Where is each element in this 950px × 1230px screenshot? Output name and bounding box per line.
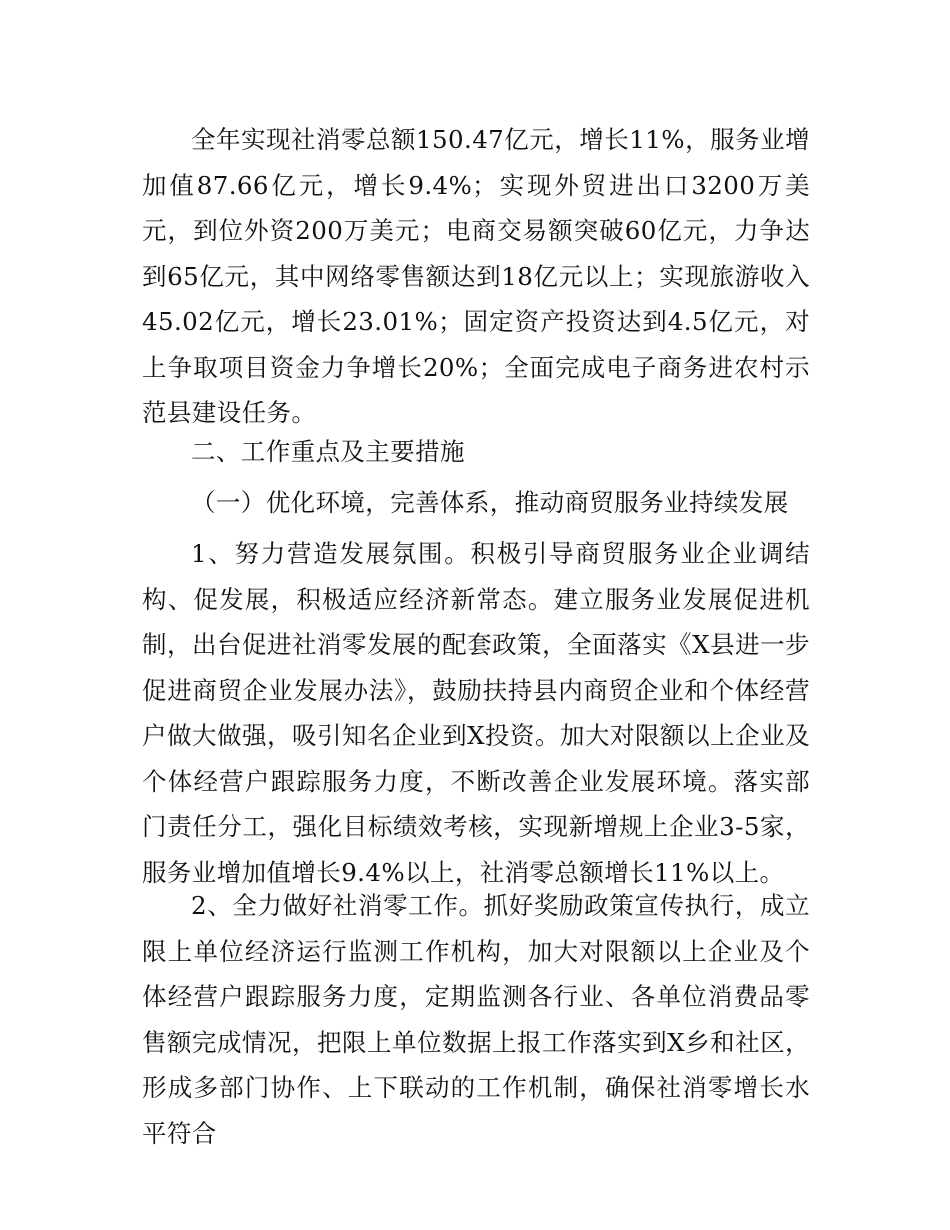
subsection-heading: （一）优化环境，完善体系，推动商贸服务业持续发展 [191, 488, 789, 517]
paragraph-intro: 全年实现社消零总额150.47亿元，增长11%，服务业增加值87.66亿元，增长9.4%；实现外贸进出口3200万美元，到位外资200万美元；电商交易额突破60亿元，力争达到65亿元，其中网络零售额达到18亿元以上；实现旅游收入45.02亿元，增长23.01%；固定资产投资达到4.5亿元，对上争取项目资金力争增长20%；全面完成电子商务进农村示范县建设任务。 [142, 125, 810, 427]
paragraph-item-1: 1、努力营造发展氛围。积极引导商贸服务业企业调结构、促发展，积极适应经济新常态。建立服务业发展促进机制，出台促进社消零发展的配套政策，全面落实《X县进一步促进商贸企业发展办法》，鼓励扶持县内商贸企业和个体经营户做大做强，吸引知名企业到X投资。加大对限额以上企业及个体经营户跟踪服务力度，不断改善企业发展环境。落实部门责任分工，强化目标绩效考核，实现新增规上企业3-5家，服务业增加值增长9.4%以上，社消零总额增长11%以上。 [142, 539, 810, 887]
paragraph-item-2: 2、全力做好社消零工作。抓好奖励政策宣传执行，成立限上单位经济运行监测工作机构，加大对限额以上企业及个体经营户跟踪服务力度，定期监测各行业、各单位消费品零售额完成情况，把限上单位数据上报工作落实到X乡和社区，形成多部门协作、上下联动的工作机制，确保社消零增长水平符合 [142, 891, 810, 1148]
section-heading: 二、工作重点及主要措施 [191, 437, 465, 466]
